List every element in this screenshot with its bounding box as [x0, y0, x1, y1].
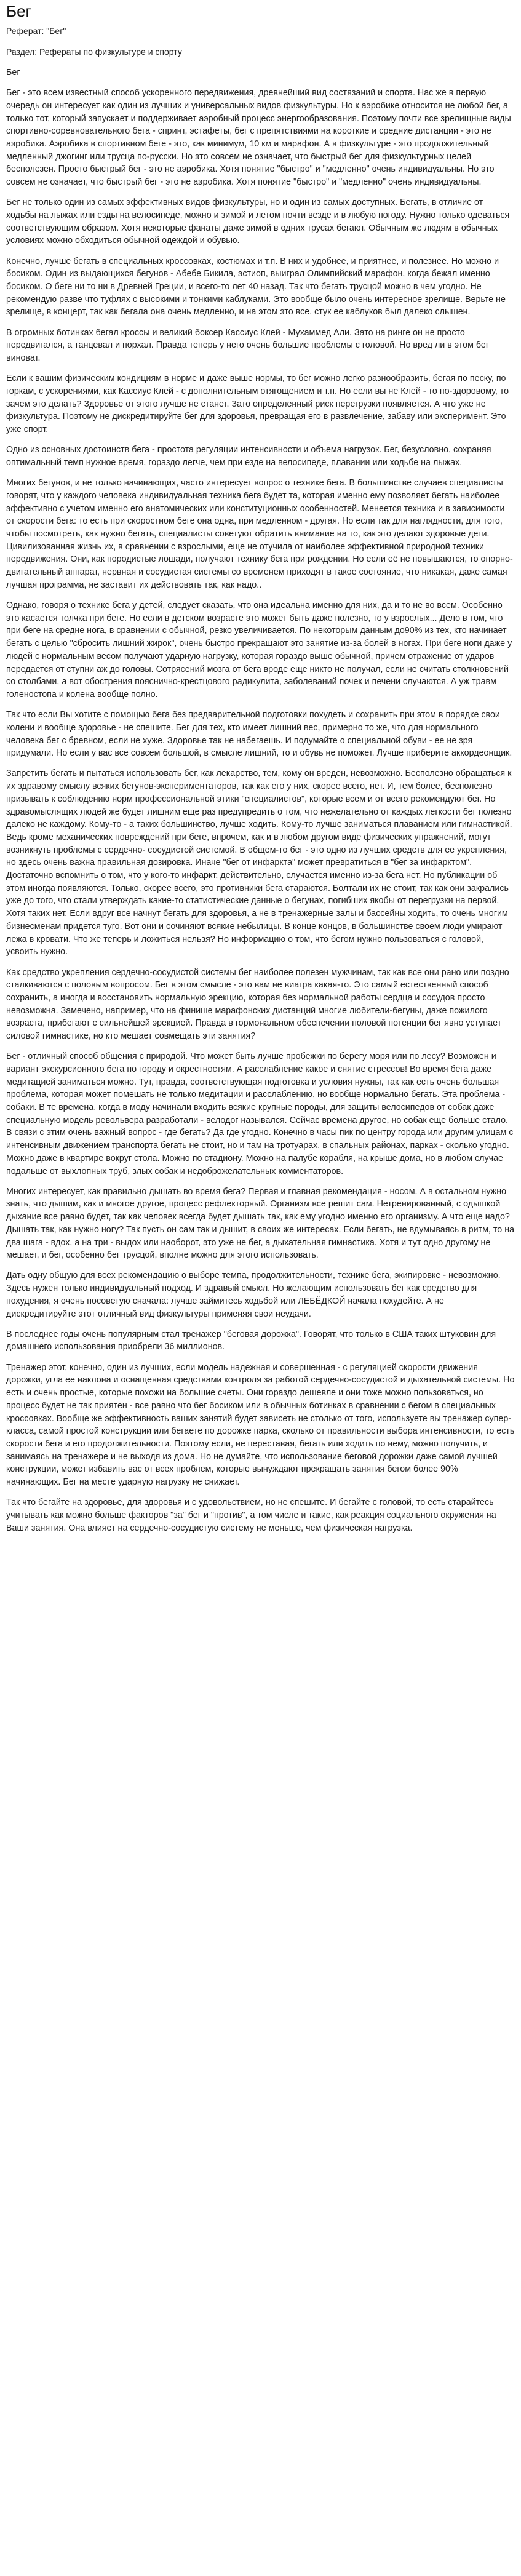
document-body: [6, 66, 515, 1534]
paragraph: Бег: [6, 68, 20, 78]
paragraph: Бег - отличный способ общения с природой. Что может быть лучше пробежки по берегу моря или по лесу? Возможен и вариант экскурсионного бега по городу и окрестностям. А расслабление какое и снятие стрессов! Во время бега даже медитацией заниматься можно. Тут, правда, соответствующая подготовка и условия нужны, так как есть очень большая проблема, которая может помешать не только медитации и расслаблению, но вообще нормально бегать. Эта проблема - собаки. В те времена, когда в моду начинали входить всякие крупные породы, для защиты велосипедов от собак даже специальную модель револьвера разработали - велодог назывался. Сейчас времена другое, но собак еще больше стало. В связи с этим очень важный вопрос - где бегать? Да где угодно. Конечно в часы пик по центру города или другим улицам с интенсивным движением транспорта бегать не стоит, но и там на тротуарах, в спальных районах, парках - сколько угодно. Можно даже в квартире вокруг стола. Можно по стадиону. Можно на палубе корабля, на крыше дома, но в любом случае подальше от выхлопных труб, злых собак и недоброжелательных комментаторов.: [6, 1051, 514, 1176]
document-page: [0, 1, 521, 1534]
paragraph: Бег не только один из самых эффективных видов физкультуры, но и один из самых доступных. Бегать, в отличие от ходьбы на лыжах или езды на велосипеде, можно и зимой и летом почти везде и в любую погоду. Нужно только одеваться соответствующим образом. Хотя некоторые фанаты даже зимой в одних трусах бегают. Обычным же людям в обычных условиях можно обходиться обычной одеждой и обувью.: [6, 197, 510, 246]
paragraph: Если к вашим физическим кондициям в норме и даже выше нормы, то бег можно легко разнообразить, бегая по песку, по горкам, с ускорениями, как Кассиус Клей - с дополнительным отягощением и т.п. Но если вы не Клей - то по-здоровому, то зачем это делать? Здоровье от этого лучше не станет. Зато определенный риск перегрузки появляется. А что уже не физкультура. Поэтому не дискредитируйте бег для здоровья, превращая его в развлечение, забаву или эксперимент. Это уже спорт.: [6, 373, 509, 435]
page-title: Бег: [6, 2, 32, 20]
paragraph: В последнее годы очень популярным стал тренажер "беговая дорожка". Говорят, что только в США таких штуковин для домашнего использования приобрели 36 миллионов.: [6, 1329, 496, 1352]
paragraph: Дать одну общую для всех рекомендацию о выборе темпа, продолжительности, технике бега, экипировке - невозможно. Здесь нужен только индивидуальный подход. И здравый смысл. Но желающим использовать бег как средство для похудения, я очень посоветую сначала: лучше займитесь ходьбой или ЛЕБЁДКОЙ начала похудейте. А не дискредитируйте этот отличный вид физкультуры применяя свои неудачи.: [6, 1270, 501, 1319]
referat-line: Реферат: "Бег": [6, 26, 66, 36]
paragraph: Так что если Вы хотите с помощью бега без предварительной подготовки похудеть и сохранить при этом в порядке свои колени и вообще здоровье - не спешите. Бег для тех, кто имеет лишний вес, примерно то же, что для нормального человека бег с бревном, если не хуже. Здоровье так не набегаешь. И подумайте о специальной обуви - ее не зря придумали. Но если у вас все совсем большой, в смысле лишний, то и обувь не поможет. Лучше приберите аккордеонщик.: [6, 710, 512, 759]
paragraph: Так что бегайте на здоровье, для здоровья и с удовольствием, но не спешите. И бегайте с головой, то есть старайтесь учитывать как можно больше факторов "за" бег и "против", а том числе и такие, как реакция социального окружения на Ваши занятия. Она влияет на сердечно-сосудистую систему не меньше, чем физическая нагрузка.: [6, 1497, 496, 1533]
paragraph: Запретить бегать и пытаться использовать бег, как лекарство, тем, кому он вреден, невозможно. Бесполезно обращаться к их здравому смыслу всяких бегунов-экспериментаторов, так как его у них, скорее всего, нет. И, тем более, бесполезно призывать к соблюдению норм профессиональной этики "специалистов", которые всем и от всего рекомендуют бег. Но здравомыслящих людей же будет лишним еще раз предупредить о том, что нежелательно от каждых легкости бег полезно далеко не каждому. Кому-то - а таких большинство, лучше ходить. Кому-то лучше заниматься плаванием или гимнастикой. Ведь кроме механических повреждений при беге, впрочем, как и в любом другом виде физических упражнений, могут возникнуть проблемы с сердечно- сосудистой системой. В общем-то бег - это одно из лучших средств для ее укрепления, но здесь очень важна правильная дозировка. Иначе "бег от инфаркта" может превратиться в "бег за инфарктом". Достаточно вспомнить о том, что у кого-то инфаркт, действительно, случается именно из-за бега нет. Но публикации об этом иногда появляются. Только, скорее всего, это противники бега стараются. Болтали их не стоит, так как они закрались уже до того, что стали утверждать какие-то статистические данные о бегунах, погибших якобы от перегрузки на первой. Хотя таких нет. Если вдруг все начнут бегать для здоровья, а не в тренажерные залы и бассейны ходить, то очень многим бизнесменам придется туго. Вот они и сочиняют всякие небылицы. В конце концов, в большинстве своем люди умирают лежа в кровати. Что же теперь и ложиться нельзя? Но информацию о том, что бегом нужно пользоваться с головой, усвоить нужно.: [6, 768, 512, 957]
paragraph: Многих интересует, как правильно дышать во время бега? Первая и главная рекомендация - носом. А в остальном нужно знать, что дышим, как и многое другое, процесс рефлекторный. Организм все решит сам. Нетренированный, с одышкой дыхание все равно будет, так как человек всегда будет дышать так, как ему угодно именно его организму. А что еще надо? Дышать так, как нужно ногу? Так пусть он сам так и дышит, в своих же интересах. Если бегать, не вдумываясь в ритм, то на два шага - вдох, а на три - выдох или наоборот, это уже не бег, а дыхательная гимнастика. Хотя и тут одно другому не мешает, и бег, особенно бег трусцой, вполне можно для этого использовать.: [6, 1186, 515, 1261]
paragraph: Одно из основных достоинств бега - простота регуляции интенсивности и объема нагрузок. Бег, безусловно, сохраняя оптимальный темп нужное время, гораздо легче, чем при езде на велосипеде, плавании или ходьбе на лыжах.: [6, 445, 491, 468]
paragraph: Бег - это всем известный способ ускоренного передвижения, древнейший вид состязаний и спорта. Нас же в первую очередь он интересует как один из лучших и универсальных видов физкультуры. Но к аэробике относится не любой бег, а только тот, который запускает и поддерживает аэробный процесс энергообразования. Поэтому почти все зрелищные виды спортивно-соревновательного бега - спринт, эстафеты, бег с препятствиями на короткие и средние дистанции - это не аэробика. Аэробика в спортивном беге - это, как минимум, 10 км и марафон. А в физкультуре - это продолжительный медленный джогинг или трусца по-русски. Но это совсем не означает, что быстрый бег для физкультурных целей бесполезен. Просто быстрый бег - это не аэробика. Хотя понятие "быстро" и "медленно" очень индивидуальны. Но это совсем не означает, что быстрый бег - это не аэробика. Хотя понятие "быстро" и "медленно" очень индивидуальны.: [6, 88, 511, 188]
paragraph: Многих бегунов, и не только начинающих, часто интересует вопрос о технике бега. В большинстве случаев специалисты говорят, что у каждого человека индивидуальная техника бега будет та, которая именно ему позволяет бегать наиболее эффективно с учетом именно его анатомических или конституционных особенностей. Менеется техника и в зависимости от скорости бега: то есть при скоростном беге она одна, при медленном - другая. Но если так для наглядности, для того, чтобы посмотреть, как нужно бегать, специалисты советуют обратить внимание на то, как это делают здоровые дети. Цивилизованная жизнь их, в сравнении с взрослыми, еще не отучила от наиболее эффективной природной техники передвижения. Они, как породистые лошади, получают технику бега при рождении. Но если её не повышаются, то опорно-двигательный аппарат, нервная и сосудистая системы со временем приходят в такое состояние, что никакая, даже самая лучшая программа, не заставит их действовать так, как надо..: [6, 478, 513, 590]
paragraph: Конечно, лучше бегать в специальных кроссовках, костюмах и т.п. В них и удобнее, и приятнее, и полезнее. Но можно и босиком. Один из выдающихся бегунов - Абебе Бикила, эстиоп, выиграл Олимпийский марафон, когда бежал именно босиком. О беге ни то ни в Древней Греции, и всего-то лет 40 назад. Так что бегать трусцой можно в чем угодно. Не рекомендую разве что туфлях с высокими и тонкими каблуками. Это вообще было очень интересное зрелище. Верьте не зрелище, в концерт, так как бегала она очень медленно, и на этом это все. стук ее каблуков был далеко слышен.: [6, 256, 506, 317]
paragraph: Однако, говоря о технике бега у детей, следует сказать, что она идеальна именно для них, да и то не во всем. Особенно это касается толчка при беге. Но если в детском возрасте это может быть даже полезно, то у взрослых... Дело в том, что при беге на средне нога, в сравнении с обычной, резко увеличивается. По некоторым данным до90% из тех, кто начинает бегать с целью "сбросить лишний жирок", очень быстро прекращают это занятие из-за болей в ногах. При беге ноги даже у людей с нормальным весом получают ударную нагрузку, которая гораздо выше обычной, причем отражение от ударов передается от ступни аж до головы. Сотрясений мозга от бега вроде еще никто не получал, если не считать столкновений со столбами, а вот обострения пояснично-крестцового радикулита, заболеваний почек и печени случаются. А уж травм голеностопа и колена вообще полно.: [6, 600, 512, 700]
paragraph: Тренажер этот, конечно, один из лучших, если модель надежная и совершенная - с регуляцией скорости движения дорожки, угла ее наклона и оснащенная средствами контроля за работой сердечно-сосудистой и дыхательной системы. Но есть и очень простые, которые похожи на большие счеты. Они гораздо дешевле и они тоже можно пользоваться, но процесс будет не так приятен - все равно что бег босиком или в обычных ботинках в сравнении с бегом в специальных кроссовках. Вообще же эффективность ваших занятий будет зависеть не столько от того, используете вы тренажер супер-класса, самой простой конструкции или бегаете по дорожке парка, сколько от правильности выбора интенсивности, то есть скорости бега и его продолжительности. Поэтому если, не переставая, бегать или ходить по нему, можно получить, и занимаясь на тренажере и не выходя из дома. Но не думайте, что использование беговой дорожки даже самой лучшей конструкции, может избавить вас от всех проблем, которые вынуждают прекращать занятия бегом более 90% начинающих. Бег на месте ударную нагрузку не снижает.: [6, 1362, 515, 1488]
section-line: Раздел: Рефераты по физкультуре и спорту: [6, 47, 182, 57]
paragraph: Как средство укрепления сердечно-сосудистой системы бег наиболее полезен мужчинам, так как все они рано или поздно сталкиваются с половым вопросом. Бег в этом смысле - это вам не виагра какая-то. Это самый естественный способ сохранить, а иногда и восстановить нормальную эрекцию, которая без нормальной работы сердца и сосудов просто невозможна. Замечено, например, что на финише марафонских дистанций многие любители-бегуны, даже пожилого возраста, прибегают с сильнейшей эрекцией. Правда в гормональном обеспечении половой потенции бег явно уступает силовой гимнастике, но кто мешает совмещать эти занятия?: [6, 967, 509, 1042]
paragraph: В огромных ботинках бегал кроссы и великий боксер Кассиус Клей - Мухаммед Али. Зато на ринге он не просто передвигался, а танцевал и порхал. Правда теперь у него очень большие проблемы с головой. Но вред ли в этом бег виноват.: [6, 327, 490, 364]
